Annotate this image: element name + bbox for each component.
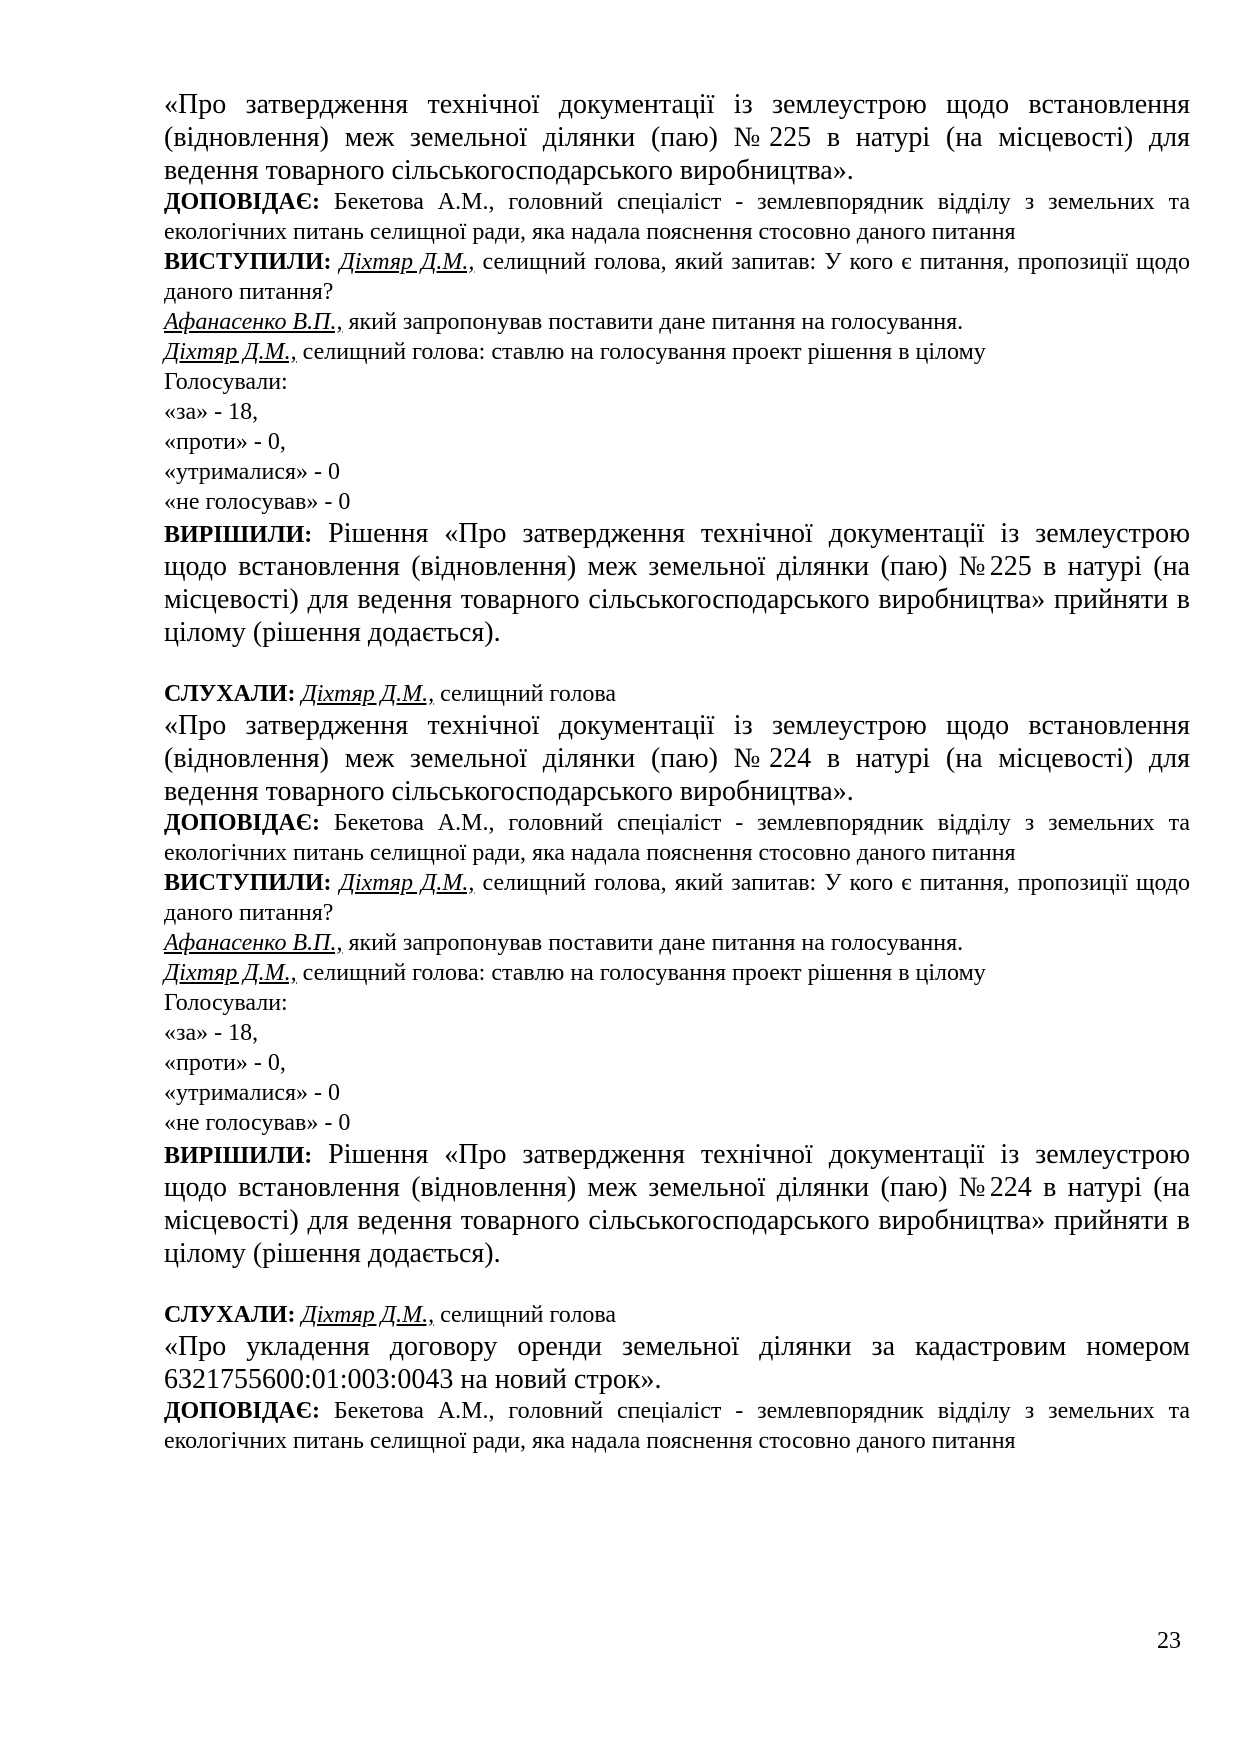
heard-label: СЛУХАЛИ: — [164, 1302, 296, 1328]
report-label: ДОПОВІДАЄ: — [164, 810, 320, 836]
speaker-name: Діхтяр Д.М., — [339, 249, 475, 275]
chair-name: Діхтяр Д.М., — [164, 960, 297, 986]
speaker-name: Діхтяр Д.М., — [339, 870, 475, 896]
heard-paragraph — [164, 679, 1190, 709]
proposer-paragraph — [164, 307, 1190, 337]
decided-label: ВИРІШИЛИ: — [164, 522, 313, 548]
heard-label: СЛУХАЛИ: — [164, 681, 296, 707]
agenda-item-224 — [164, 679, 1190, 1270]
chair-text: селищний голова: ставлю на голосування проект рішення в цілому — [302, 339, 986, 365]
spacer — [164, 1270, 1190, 1300]
vote-not-voted: «не голосував» - 0 — [164, 1110, 351, 1136]
proposer-name: Афанасенко В.П., — [164, 930, 343, 956]
report-paragraph — [164, 187, 1190, 247]
item-title: «Про укладення договору оренди земельної ділянки за кадастровим номером 6321755600:01:003:0043 на новий строк». — [164, 1331, 1190, 1395]
chair-paragraph — [164, 958, 1190, 988]
heard-text: селищний голова — [440, 681, 617, 707]
voted-label: Голосували: — [164, 369, 288, 395]
vote-for: «за» - 18, — [164, 1020, 259, 1046]
vote-against: «проти» - 0, — [164, 429, 286, 455]
report-paragraph — [164, 808, 1190, 868]
item-title: «Про затвердження технічної документації із землеустрою щодо встановлення (відновлення) меж земельної ділянки (паю) №224 в натурі (на місцевості) для ведення товарного сільськогосподарського виробництва». — [164, 710, 1190, 807]
report-text: Бекетова А.М., головний спеціаліст - землевпорядник відділу з земельних та екологічних питань селищної ради, яка надала пояснення стосовно даного питання — [164, 189, 1191, 245]
chair-text: селищний голова: ставлю на голосування проект рішення в цілому — [302, 960, 986, 986]
agenda-item-lease — [164, 1300, 1190, 1456]
spoke-paragraph — [164, 247, 1190, 307]
decision-paragraph — [164, 1138, 1190, 1270]
spoke-text: селищний голова, який запитав: У кого є питання, пропозиції щодо даного питання? — [164, 249, 1190, 305]
item-title: «Про затвердження технічної документації із землеустрою щодо встановлення (відновлення) меж земельної ділянки (паю) №225 в натурі (на місцевості) для ведення товарного сільськогосподарського виробництва». — [164, 89, 1190, 186]
document-page — [164, 88, 1190, 1456]
spoke-paragraph — [164, 868, 1190, 928]
proposer-name: Афанасенко В.П., — [164, 309, 343, 335]
vote-abstained: «утрималися» - 0 — [164, 1080, 341, 1106]
page-number: 23 — [1157, 1628, 1181, 1654]
spacer — [164, 649, 1190, 679]
vote-not-voted: «не голосував» - 0 — [164, 489, 351, 515]
decided-label: ВИРІШИЛИ: — [164, 1143, 313, 1169]
chair-name: Діхтяр Д.М., — [164, 339, 297, 365]
vote-results — [164, 988, 1190, 1138]
decided-text: Рішення «Про затвердження технічної документації із землеустрою щодо встановлення (відновлення) меж земельної ділянки (паю) №225 в натурі (на місцевості) для ведення товарного сільськогосподарського виробництва» прийняти в цілому (рішення додається). — [164, 518, 1190, 648]
agenda-item-225 — [164, 88, 1190, 649]
heard-paragraph — [164, 1300, 1190, 1330]
vote-abstained: «утрималися» - 0 — [164, 459, 341, 485]
vote-results — [164, 367, 1190, 517]
proposer-text: який запропонував поставити дане питання на голосування. — [348, 309, 964, 335]
heard-text: селищний голова — [440, 1302, 617, 1328]
voted-label: Голосували: — [164, 990, 288, 1016]
spoke-label: ВИСТУПИЛИ: — [164, 249, 332, 275]
proposer-text: який запропонував поставити дане питання на голосування. — [348, 930, 964, 956]
heard-name: Діхтяр Д.М., — [301, 681, 435, 707]
spoke-text: селищний голова, який запитав: У кого є питання, пропозиції щодо даного питання? — [164, 870, 1190, 926]
proposer-paragraph — [164, 928, 1190, 958]
vote-for: «за» - 18, — [164, 399, 259, 425]
report-label: ДОПОВІДАЄ: — [164, 189, 320, 215]
spoke-label: ВИСТУПИЛИ: — [164, 870, 332, 896]
decided-text: Рішення «Про затвердження технічної документації із землеустрою щодо встановлення (відновлення) меж земельної ділянки (паю) №224 в натурі (на місцевості) для ведення товарного сільськогосподарського виробництва» прийняти в цілому (рішення додається). — [164, 1139, 1190, 1269]
vote-against: «проти» - 0, — [164, 1050, 286, 1076]
report-text: Бекетова А.М., головний спеціаліст - землевпорядник відділу з земельних та екологічних питань селищної ради, яка надала пояснення стосовно даного питання — [164, 1398, 1191, 1454]
report-text: Бекетова А.М., головний спеціаліст - землевпорядник відділу з земельних та екологічних питань селищної ради, яка надала пояснення стосовно даного питання — [164, 810, 1191, 866]
report-label: ДОПОВІДАЄ: — [164, 1398, 320, 1424]
heard-name: Діхтяр Д.М., — [301, 1302, 435, 1328]
chair-paragraph — [164, 337, 1190, 367]
report-paragraph — [164, 1396, 1190, 1456]
decision-paragraph — [164, 517, 1190, 649]
